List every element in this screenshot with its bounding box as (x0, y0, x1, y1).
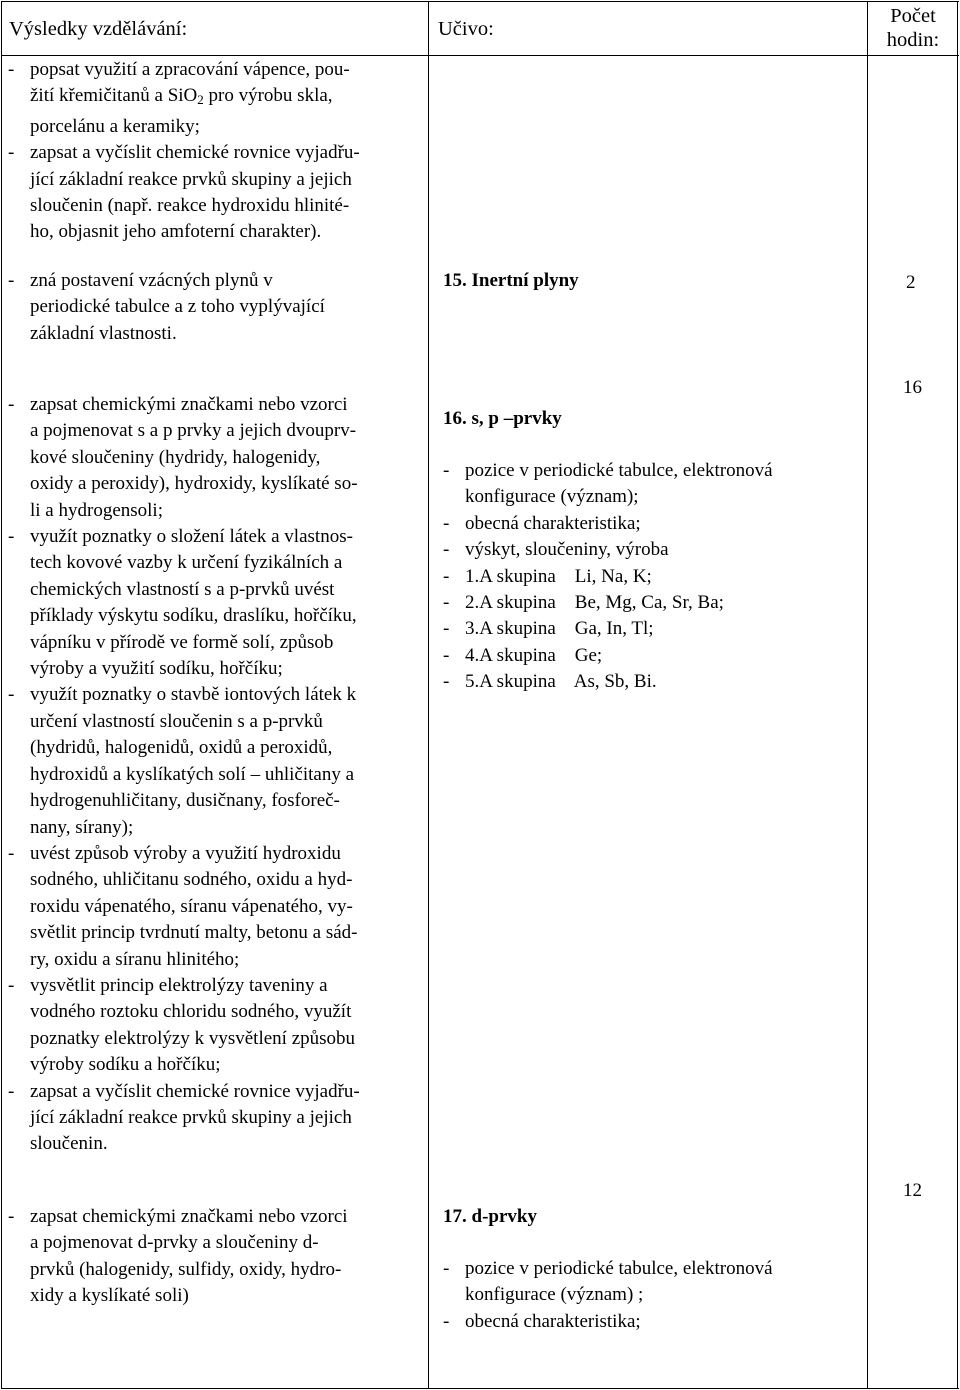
row1-outcomes (8, 57, 360, 246)
header-outcomes: Výsledky vzdělávání: (9, 18, 188, 40)
row3-content (443, 458, 773, 696)
hours-s-p-elements: 16 (903, 377, 922, 398)
content-item: - 2.A skupina Be, Mg, Ca, Sr, Ba; (443, 590, 773, 616)
hours-d-elements: 12 (903, 1180, 922, 1201)
topic-d-elements: 17. d-prvky (443, 1206, 537, 1227)
outcome-item: - popsat využití a zpracování vápence, pou- žití křemičitanů a SiO$_2$ pro výrobu skla, porcelánu a keramiky; (8, 57, 360, 140)
outcome-item: - zná postavení vzácných plynů v periodické tabulce a z toho vyplývající základní vlastnosti. (8, 268, 325, 347)
table-border-left (1, 1, 2, 1389)
row4-content (443, 1256, 773, 1335)
topic-s-p-elements: 16. s, p –prvky (443, 408, 562, 429)
column-divider-1 (428, 1, 429, 1389)
table-border-bottom (1, 1388, 959, 1389)
row2-outcomes (8, 268, 325, 347)
outcome-item: - zapsat a vyčíslit chemické rovnice vyjadřu- jící základní reakce prvků skupiny a jejich sloučenin. (8, 1079, 360, 1158)
header-hours (868, 4, 958, 52)
content-item: - pozice v periodické tabulce, elektronová konfigurace (význam); (443, 458, 773, 511)
outcome-item: - využít poznatky o složení látek a vlastnos- tech kovové vazby k určení fyzikálních a chemických vlastností s a p-prvků uvést příklady výskytu sodíku, draslíku, hořčíku, vápníku v přírodě ve formě solí, způsob výroby a využití sodíku, hořčíku; (8, 524, 360, 682)
hours-inert-gases: 2 (906, 272, 916, 293)
row3-outcomes (8, 392, 360, 1158)
table-border-top (1, 1, 959, 2)
header-hours-line2: hodin: (886, 29, 940, 51)
outcome-item: - vysvětlit princip elektrolýzy taveniny a vodného roztoku chloridu sodného, využít poznatky elektrolýzy k vysvětlení způsobu výroby sodíku a hořčíku; (8, 973, 360, 1079)
topic-inert-gases: 15. Inertní plyny (443, 270, 579, 291)
content-item: - 4.A skupina Ge; (443, 643, 773, 669)
column-divider-2 (867, 1, 868, 1389)
header-hours-line1: Počet (890, 5, 936, 27)
outcome-item: - uvést způsob výroby a využití hydroxidu sodného, uhličitanu sodného, oxidu a hyd- roxidu vápenatého, síranu vápenatého, vy- světlit princip tvrdnutí malty, betonu a sád- ry, oxidu a síranu hlinitého; (8, 841, 360, 973)
outcome-item: - zapsat chemickými značkami nebo vzorci a pojmenovat d-prvky a sloučeniny d- prvků (halogenidy, sulfidy, oxidy, hydro- xidy a kyslíkaté soli) (8, 1204, 348, 1310)
outcome-item: - zapsat a vyčíslit chemické rovnice vyjadřu- jící základní reakce prvků skupiny a jejich sloučenin (např. reakce hydroxidu hlinité- ho, objasnit jeho amfoterní charakter). (8, 140, 360, 246)
table-border-right (957, 1, 958, 1389)
content-item: - obecná charakteristika; (443, 511, 773, 537)
header-curriculum: Učivo: (438, 18, 494, 40)
outcome-item: - zapsat chemickými značkami nebo vzorci a pojmenovat s a p prvky a jejich dvouprv- kové sloučeniny (hydridy, halogenidy, oxidy a peroxidy), hydroxidy, kyslíkaté so- li a hydrogensoli; (8, 392, 360, 524)
content-item: - 5.A skupina As, Sb, Bi. (443, 669, 773, 695)
content-item: - 3.A skupina Ga, In, Tl; (443, 616, 773, 642)
outcome-item: - využít poznatky o stavbě iontových látek k určení vlastností sloučenin s a p-prvků (hydridů, halogenidů, oxidů a peroxidů, hydroxidů a kyslíkatých solí – uhličitany a hydrogenuhličitany, dusičnany, fosforeč- nany, sírany); (8, 682, 360, 840)
content-item: - 1.A skupina Li, Na, K; (443, 564, 773, 590)
row4-outcomes (8, 1204, 348, 1310)
content-item: - výskyt, sloučeniny, výroba (443, 537, 773, 563)
header-row-divider (1, 55, 959, 56)
content-item: - obecná charakteristika; (443, 1309, 773, 1335)
content-item: - pozice v periodické tabulce, elektronová konfigurace (význam) ; (443, 1256, 773, 1309)
